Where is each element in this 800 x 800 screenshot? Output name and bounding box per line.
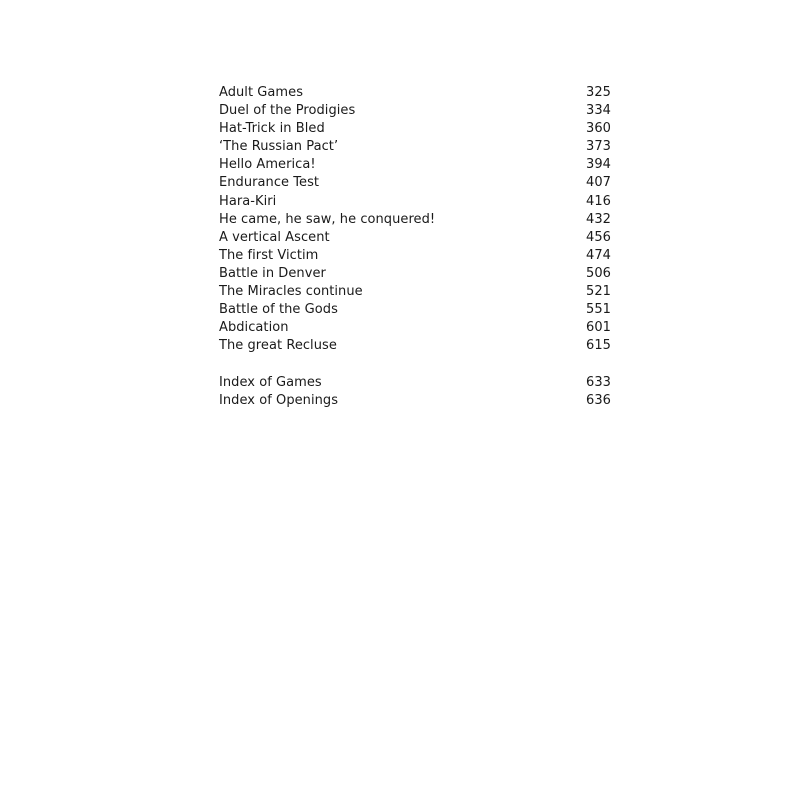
toc-entry-title: Abdication <box>219 320 289 336</box>
toc-entry-title: Battle in Denver <box>219 265 326 281</box>
toc-entry-abdication <box>219 319 611 337</box>
toc-entry-page: 373 <box>586 139 611 155</box>
toc-entry-he-came-he-saw <box>219 211 611 229</box>
toc-entry-title: Index of Games <box>219 374 322 390</box>
toc-entry-page: 360 <box>586 121 611 137</box>
toc-entry-title: Index of Openings <box>219 392 339 408</box>
toc-entry-page: 474 <box>586 247 611 263</box>
toc-entry-the-miracles-continue <box>219 283 611 301</box>
toc-entry-battle-in-denver <box>219 265 611 283</box>
toc-entry-title: Battle of the Gods <box>219 302 338 318</box>
toc-entry-title: Endurance Test <box>219 175 320 191</box>
section-spacer <box>219 355 611 373</box>
toc-entry-title: Hat-Trick in Bled <box>219 121 325 137</box>
toc-entry-title: The first Victim <box>219 247 319 263</box>
toc-entry-page: 407 <box>586 175 611 191</box>
toc-entry-title: ‘The Russian Pact’ <box>219 139 339 155</box>
toc-entry-endurance-test <box>219 174 611 192</box>
toc-entry-page: 506 <box>586 265 611 281</box>
toc-entry-hello-america <box>219 156 611 174</box>
toc-entry-index-of-openings <box>219 392 611 410</box>
toc-entry-page: 394 <box>586 157 611 173</box>
toc-entry-the-first-victim <box>219 247 611 265</box>
toc-entry-title: Hara-Kiri <box>219 193 277 209</box>
toc-entry-title: The great Recluse <box>219 338 337 354</box>
toc-entry-title: Adult Games <box>219 85 304 100</box>
toc-entry-the-russian-pact <box>219 138 611 156</box>
toc-entry-adult-games <box>219 84 611 102</box>
toc-entry-title: A vertical Ascent <box>219 229 330 245</box>
toc-entry-page: 334 <box>586 103 611 119</box>
toc-entry-duel-of-the-prodigies <box>219 102 611 120</box>
toc-entry-index-of-games <box>219 374 611 392</box>
toc-entry-hat-trick-in-bled <box>219 120 611 138</box>
toc-entry-page: 601 <box>586 320 611 336</box>
toc-entry-page: 636 <box>586 392 611 408</box>
toc-entry-title: The Miracles continue <box>219 284 363 300</box>
toc-entry-page: 416 <box>586 193 611 209</box>
toc-entry-battle-of-the-gods <box>219 301 611 319</box>
toc-entry-page: 456 <box>586 229 611 245</box>
table-of-contents <box>219 84 611 410</box>
toc-entry-a-vertical-ascent <box>219 229 611 247</box>
toc-entry-page: 633 <box>586 374 611 390</box>
toc-entry-hara-kiri <box>219 193 611 211</box>
toc-entry-title: Hello America! <box>219 157 316 173</box>
toc-entry-title: Duel of the Prodigies <box>219 103 356 119</box>
toc-entry-page: 551 <box>586 302 611 318</box>
toc-entry-page: 521 <box>586 284 611 300</box>
toc-entry-title: He came, he saw, he conquered! <box>219 211 436 227</box>
toc-entry-the-great-recluse <box>219 337 611 355</box>
toc-entry-page: 432 <box>586 211 611 227</box>
toc-entry-page: 325 <box>586 85 611 100</box>
toc-entry-page: 615 <box>586 338 611 354</box>
